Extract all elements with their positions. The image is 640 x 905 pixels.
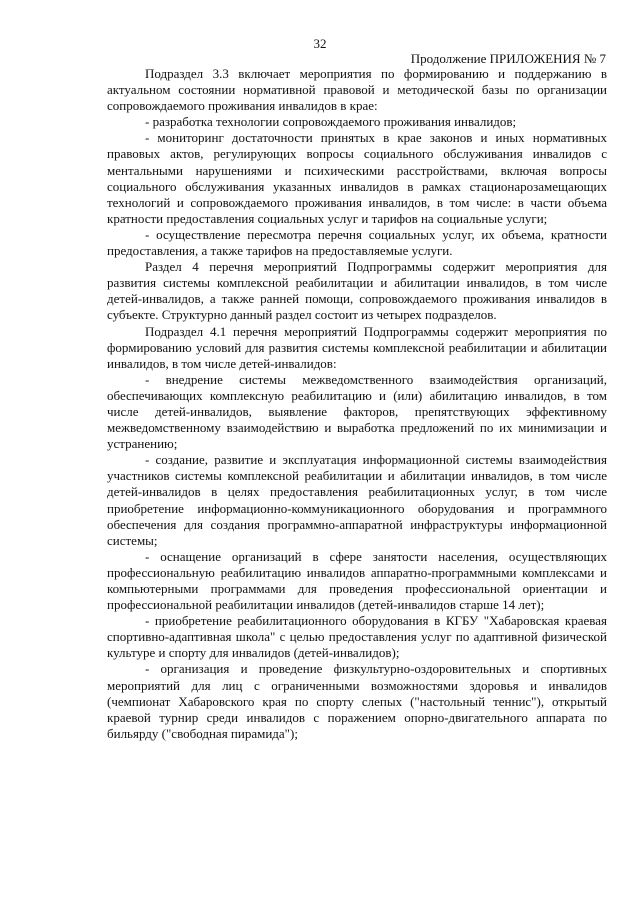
list-item: - оснащение организаций в сфере занятости населения, осуществляющих профессиональную реабилитацию инвалидов аппаратно-программными комплексами и компьютерными программами для проведения профессиональной ориентации и профессиональной реабилитации инвалидов (детей-инвалидов старше 14 лет); [107, 548, 607, 613]
list-item: - организация и проведение физкультурно-оздоровительных и спортивных мероприятий для лиц с ограниченными возможностями здоровья и инвалидов (чемпионат Хабаровского края по спорту слепых ("настольный теннис"), открытый краевой турнир среди инвалидов с поражением опорно-двигательного аппарата по бильярду ("свободная пирамида"); [107, 661, 607, 741]
list-item: - мониторинг достаточности принятых в крае законов и иных нормативных правовых актов, регулирующих вопросы социального обслуживания инвалидов с ментальными нарушениями и психическими расстройствами, включая вопросы социального обслуживания указанных инвалидов в рамках стационарозамещающих технологий и сопровождаемого проживания инвалидов, в том числе: в части объема кратности предоставления социальных услуг и тарифов на социальные услуги; [107, 130, 607, 226]
paragraph: Подраздел 3.3 включает мероприятия по формированию и поддержанию в актуальном состоянии нормативной правовой и методической базы по организации сопровождаемого проживания инвалидов в крае: [107, 66, 607, 114]
document-body [107, 66, 607, 742]
paragraph: Подраздел 4.1 перечня мероприятий Подпрограммы содержит мероприятия по формированию условий для развития системы комплексной реабилитации и абилитации инвалидов, в том числе детей-инвалидов: [107, 323, 607, 371]
list-item: - приобретение реабилитационного оборудования в КГБУ "Хабаровская краевая спортивно-адаптивная школа" с целью предоставления услуг по адаптивной физической культуре и спорту для инвалидов (детей-инвалидов); [107, 613, 607, 661]
paragraph: Раздел 4 перечня мероприятий Подпрограммы содержит мероприятия для развития системы комплексной реабилитации и абилитации инвалидов, в том числе детей-инвалидов, а также ранней помощи, сопровождаемого проживания инвалидов в субъекте. Структурно данный раздел состоит из четырех подразделов. [107, 259, 607, 323]
page-number: 32 [313, 36, 327, 51]
appendix-label: Продолжение ПРИЛОЖЕНИЯ № 7 [410, 51, 606, 66]
list-item: - разработка технологии сопровождаемого проживания инвалидов; [145, 114, 517, 130]
list-item: - создание, развитие и эксплуатация информационной системы взаимодействия участников системы комплексной реабилитации и абилитации инвалидов, в том числе детей-инвалидов в целях предоставления реабилитационных услуг, в том числе приобретение информационно-коммуникационного оборудования и программного обеспечения для создания программно-аппаратной инфраструктуры информационной системы; [107, 452, 607, 548]
list-item: - внедрение системы межведомственного взаимодействия организаций, обеспечивающих комплексную реабилитацию и (или) абилитацию инвалидов, в том числе детей-инвалидов, выявление факторов, препятствующих эффективному межведомственному взаимодействию и выработка предложений по их минимизации и устранению; [107, 371, 607, 452]
list-item: - осуществление пересмотра перечня социальных услуг, их объема, кратности предоставления, а также тарифов на предоставляемые услуги. [107, 226, 607, 259]
